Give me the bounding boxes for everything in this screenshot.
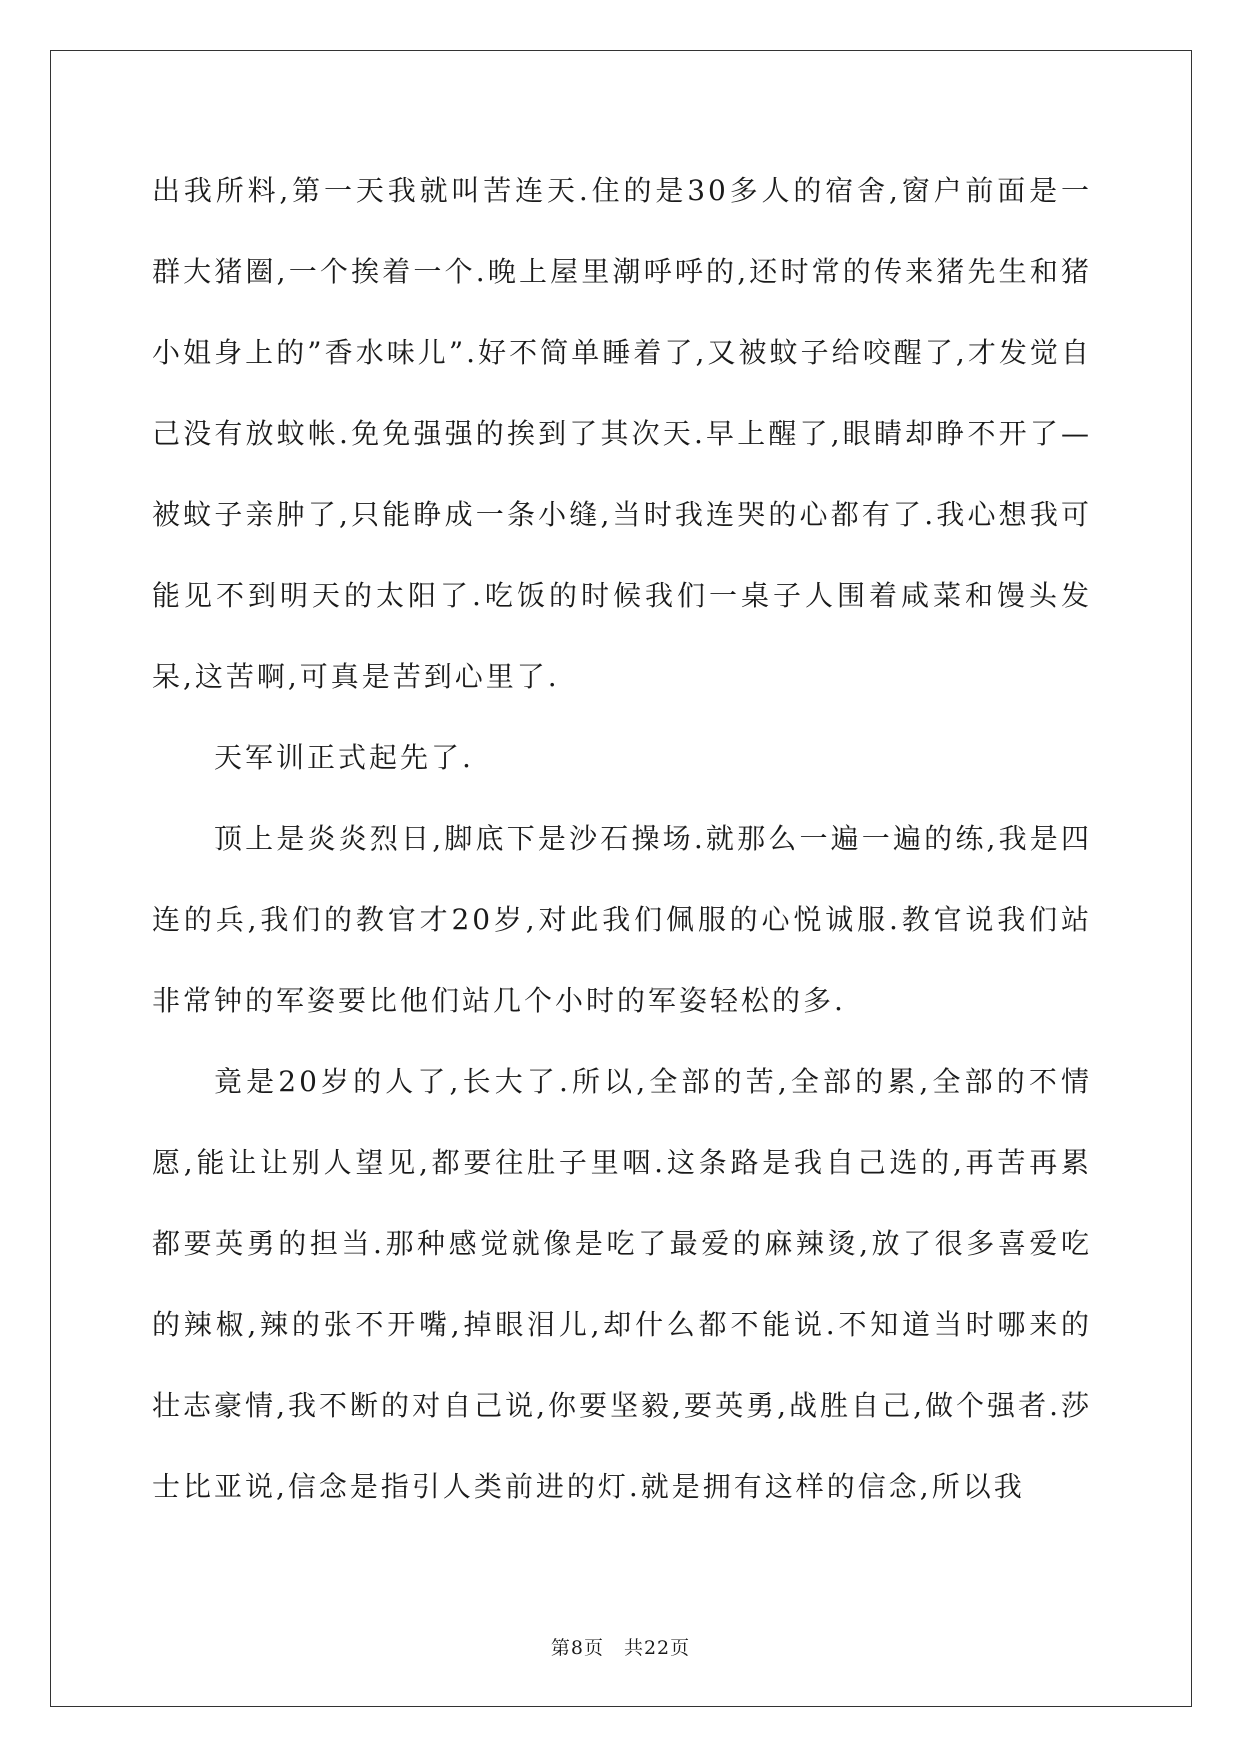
page-number: 第8页 <box>550 1637 604 1659</box>
document-body <box>152 150 1092 1527</box>
page-footer <box>0 1633 1241 1660</box>
paragraph-2: 天军训正式起先了. <box>214 741 474 774</box>
paragraph-3: 顶上是炎炎烈日,脚底下是沙石操场.就那么一遍一遍的练,我是四连的兵,我们的教官才20岁,对此我们佩服的心悦诚服.教官说我们站非常钟的军姿要比他们站几个小时的军姿轻松的多. <box>152 822 1092 1017</box>
paragraph-1: 出我所料,第一天我就叫苦连天.住的是30多人的宿舍,窗户前面是一群大猪圈,一个挨着一个.晚上屋里潮呼呼的,还时常的传来猪先生和猪小姐身上的”香水味儿”.好不简单睡着了,又被蚊子给咬醒了,才发觉自己没有放蚊帐.免免强强的挨到了其次天.早上醒了,眼睛却睁不开了—被蚊子亲肿了,只能睁成一条小缝,当时我连哭的心都有了.我心想我可能见不到明天的太阳了.吃饭的时候我们一桌子人围着咸菜和馒头发呆,这苦啊,可真是苦到心里了. <box>152 174 1092 693</box>
page-total: 共22页 <box>623 1637 691 1659</box>
paragraph-4: 竟是20岁的人了,长大了.所以,全部的苦,全部的累,全部的不情愿,能让让别人望见,都要往肚子里咽.这条路是我自己选的,再苦再累都要英勇的担当.那种感觉就像是吃了最爱的麻辣烫,放了很多喜爱吃的辣椒,辣的张不开嘴,掉眼泪儿,却什么都不能说.不知道当时哪来的壮志豪情,我不断的对自己说,你要坚毅,要英勇,战胜自己,做个强者.莎士比亚说,信念是指引人类前进的灯.就是拥有这样的信念,所以我 <box>152 1065 1092 1503</box>
